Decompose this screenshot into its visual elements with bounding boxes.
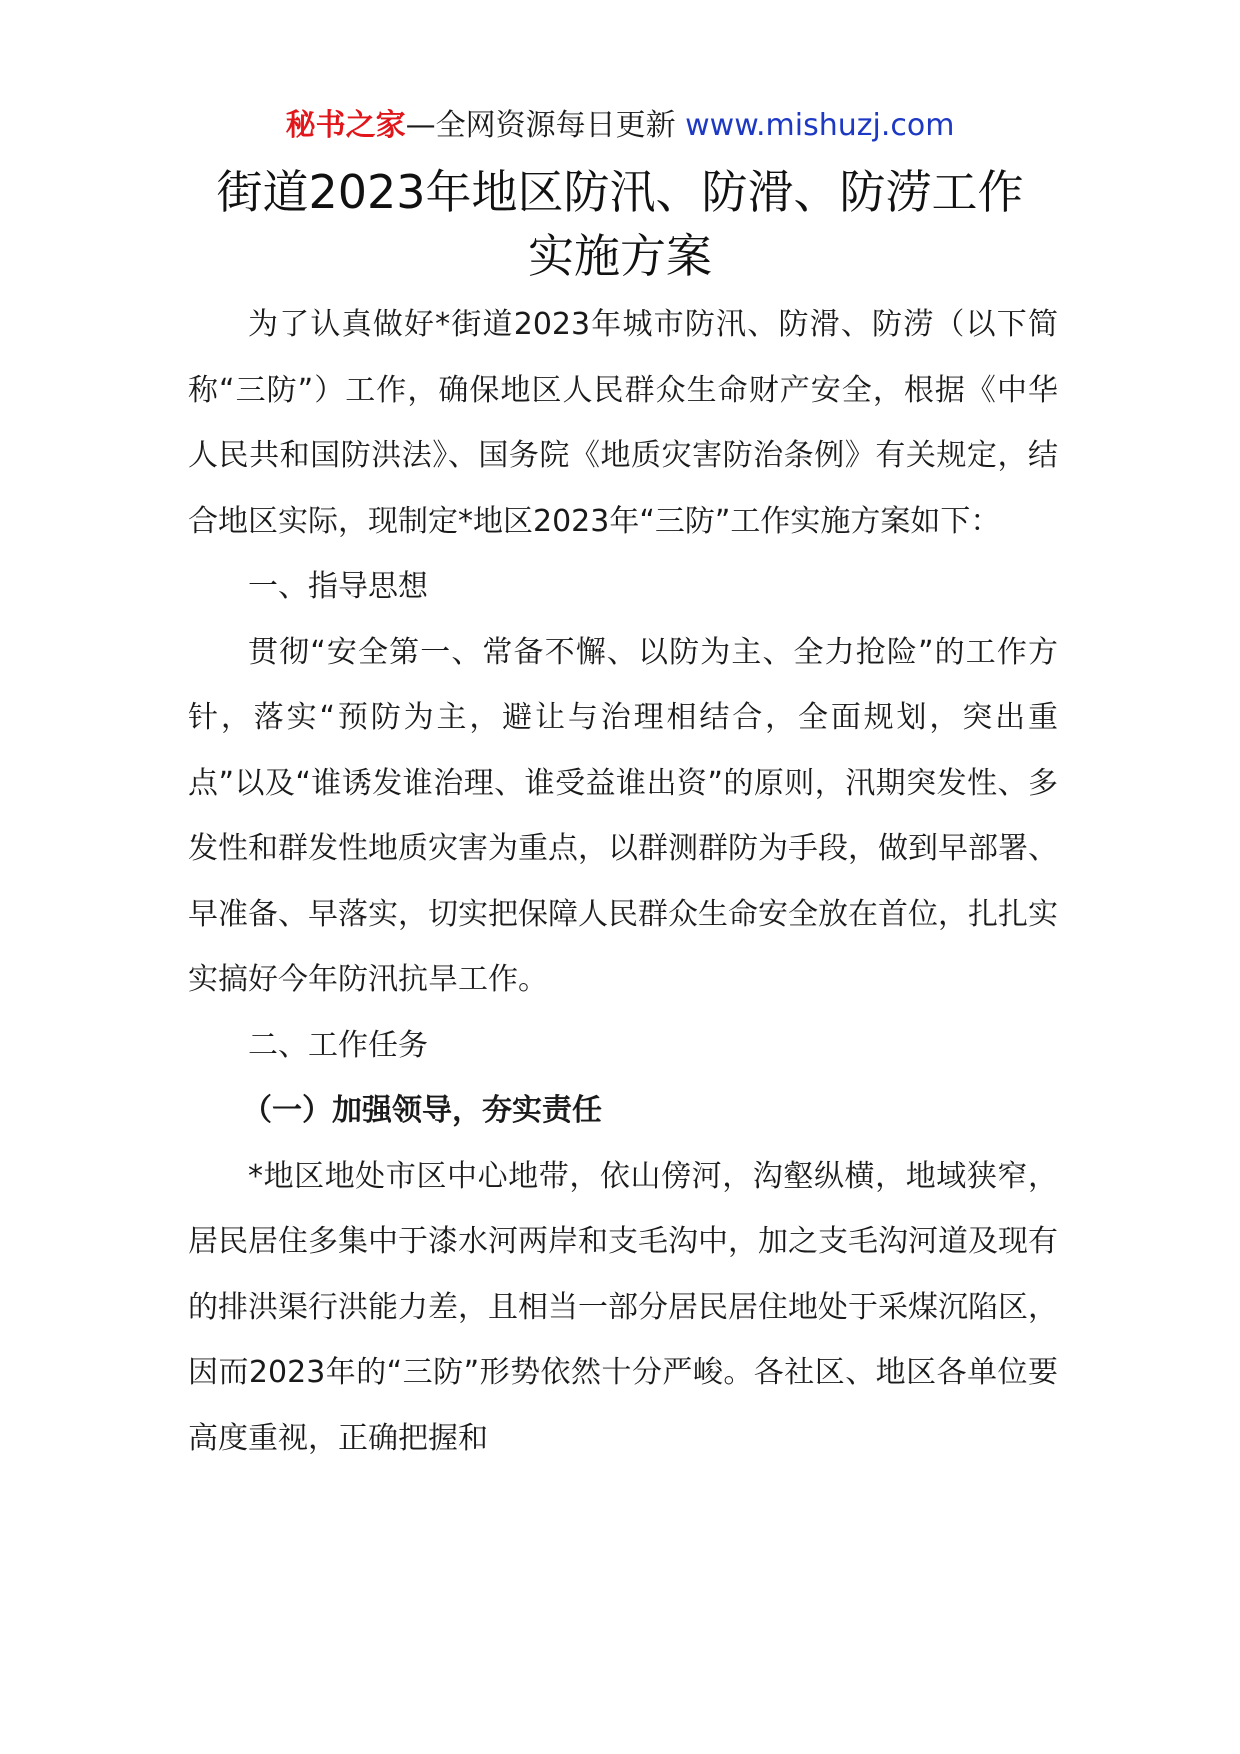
site-url[interactable]: www.mishuzj.com bbox=[685, 108, 955, 143]
title-line-2: 实施方案 bbox=[528, 229, 712, 283]
watermark-header bbox=[0, 104, 1240, 148]
document-body bbox=[188, 292, 1058, 1471]
subsection-heading-leadership: （一）加强领导，夯实责任 bbox=[242, 1093, 602, 1128]
header-tagline: —全网资源每日更新 bbox=[405, 108, 676, 143]
leadership-paragraph: *地区地处市区中心地带，依山傍河，沟壑纵横，地域狭窄，居民居住多集中于漆水河两岸和支毛沟中，加之支毛沟河道及现有的排洪渠行洪能力差，且相当一部分居民居住地处于采煤沉陷区，因而2023年的“三防”形势依然十分严峻。各社区、地区各单位要高度重视，正确把握和 bbox=[188, 1158, 1058, 1456]
title-line-1: 街道2023年地区防汛、防滑、防涝工作 bbox=[216, 165, 1024, 219]
section-heading-work-tasks: 二、工作任务 bbox=[248, 1027, 428, 1063]
section-heading-guiding-ideology: 一、指导思想 bbox=[248, 569, 428, 604]
brand-name: 秘书之家 bbox=[285, 108, 406, 143]
intro-paragraph: 为了认真做好*街道2023年城市防汛、防滑、防涝（以下简称“三防”）工作，确保地区人民群众生命财产安全，根据《中华人民共和国防洪法》、国务院《地质灾害防治条例》有关规定，结合地区实际，现制定*地区2023年“三防”工作实施方案如下： bbox=[188, 307, 1058, 539]
guiding-ideology-paragraph: 贯彻“安全第一、常备不懈、以防为主、全力抢险”的工作方针，落实“预防为主，避让与治理相结合，全面规划，突出重点”以及“谁诱发谁治理、谁受益谁出资”的原则，汛期突发性、多发性和群发性地质灾害为重点，以群测群防为手段，做到早部署、早准备、早落实，切实把保障人民群众生命安全放在首位，扎扎实实搞好今年防汛抗旱工作。 bbox=[188, 634, 1058, 997]
document-title bbox=[0, 160, 1240, 288]
